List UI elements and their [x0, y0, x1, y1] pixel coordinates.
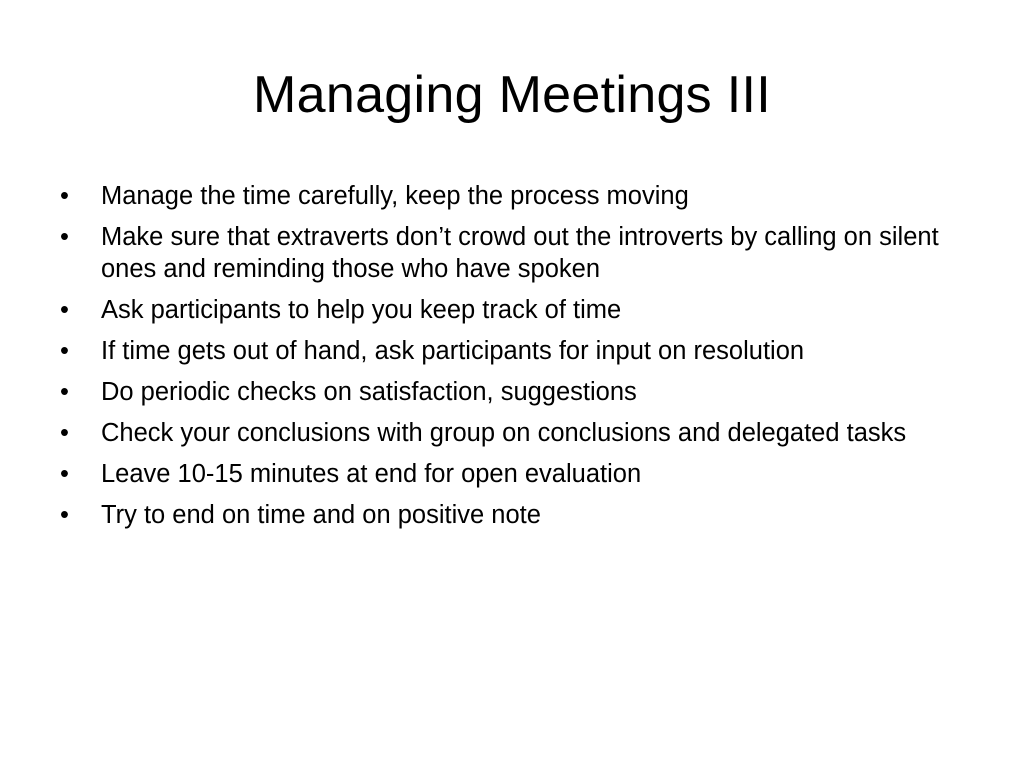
bullet-icon: •	[60, 337, 69, 365]
bullet-icon: •	[60, 182, 69, 210]
bullet-text: Do periodic checks on satisfaction, suggestions	[101, 378, 637, 406]
bullet-item	[58, 180, 958, 212]
bullet-text: Manage the time carefully, keep the process moving	[101, 182, 689, 210]
bullet-item	[58, 294, 958, 326]
bullet-item	[58, 335, 958, 367]
bullet-text: Try to end on time and on positive note	[101, 501, 541, 529]
slide-title: Managing Meetings III	[253, 66, 771, 124]
bullet-text: Make sure that extraverts don’t crowd out the introverts by calling on silent ones and reminding those who have spoken	[101, 223, 939, 283]
bullet-item	[58, 458, 958, 490]
bullet-item	[58, 376, 958, 408]
bullet-icon: •	[60, 419, 69, 447]
bullet-text: Check your conclusions with group on conclusions and delegated tasks	[101, 419, 907, 447]
bullet-icon: •	[60, 501, 69, 529]
bullet-list	[58, 180, 958, 540]
bullet-text: Ask participants to help you keep track of time	[101, 296, 622, 324]
bullet-icon: •	[60, 378, 69, 406]
bullet-text: Leave 10-15 minutes at end for open evaluation	[101, 460, 642, 488]
bullet-icon: •	[60, 223, 69, 251]
bullet-text: If time gets out of hand, ask participants for input on resolution	[101, 337, 805, 365]
bullet-item	[58, 417, 958, 449]
bullet-icon: •	[60, 460, 69, 488]
bullet-icon: •	[60, 296, 69, 324]
bullet-item	[58, 499, 958, 531]
bullet-item	[58, 221, 958, 285]
